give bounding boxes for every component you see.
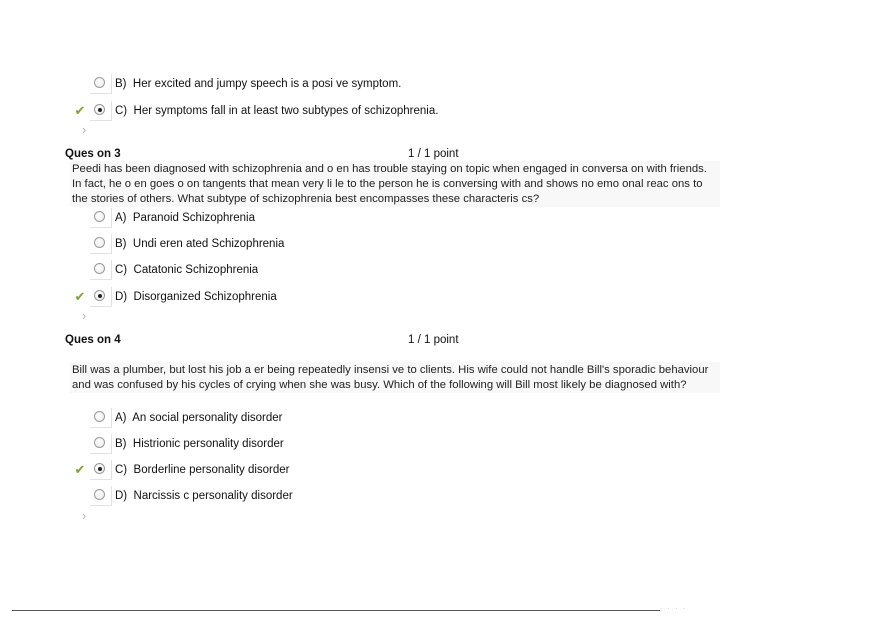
radio-button[interactable] [94,211,105,222]
chevron-right-icon[interactable]: › [82,308,87,323]
chevron-right-icon[interactable]: › [82,122,87,137]
radio-button[interactable] [94,411,105,422]
radio-button[interactable] [94,237,105,248]
question-title: Ques on 3 [65,148,121,160]
question-text: Peedi has been diagnosed with schizophrenia and o en has trouble staying on topic when engaged in conversa on with friends. In fact, he o en goes o on tangents that mean very li le to the person he is conversing with and shows no emo onal reac ons to the stories of others. What subtype of schizophrenia best encompasses these characteris cs? [70,161,720,207]
q4-option-d[interactable]: D) Narcissis c personality disorder [72,485,293,507]
radio-button-selected[interactable] [94,290,105,301]
question-points: 1 / 1 point [408,334,459,346]
footer-artifact: · · · · [660,606,687,612]
checkmark-icon: ✔ [74,103,86,118]
question-points: 1 / 1 point [408,148,459,160]
question-text: Bill was a plumber, but lost his job a er being repeatedly insensi ve to clients. His wife could not handle Bill's sporadic behaviour and was confused by his cycles of crying when she was busy. Which of the following will Bill most likely be diagnosed with? [70,362,720,393]
q3-option-b[interactable]: B) Undi eren ated Schizophrenia [72,233,284,255]
q3-option-c[interactable]: C) Catatonic Schizophrenia [72,259,258,281]
q4-option-a[interactable]: A) An social personality disorder [72,407,282,429]
radio-button-selected[interactable] [94,104,105,115]
radio-button[interactable] [94,437,105,448]
radio-button[interactable] [94,77,105,88]
q3-option-d[interactable]: ✔ D) Disorganized Schizophrenia [72,286,277,308]
question-title: Ques on 4 [65,334,121,346]
checkmark-icon: ✔ [74,289,86,304]
q4-option-c[interactable]: ✔ C) Borderline personality disorder [72,459,290,481]
q3-option-a[interactable]: A) Paranoid Schizophrenia [72,207,255,229]
radio-button-selected[interactable] [94,463,105,474]
radio-button[interactable] [94,489,105,500]
chevron-right-icon[interactable]: › [82,508,87,523]
q2-option-c[interactable]: ✔ C) Her symptoms fall in at least two subtypes of schizophrenia. [72,100,438,122]
footer-divider [12,610,660,611]
checkmark-icon: ✔ [74,462,86,477]
q4-option-b[interactable]: B) Histrionic personality disorder [72,433,284,455]
radio-button[interactable] [94,263,105,274]
q2-option-b[interactable]: B) Her excited and jumpy speech is a posi ve symptom. [72,73,401,95]
